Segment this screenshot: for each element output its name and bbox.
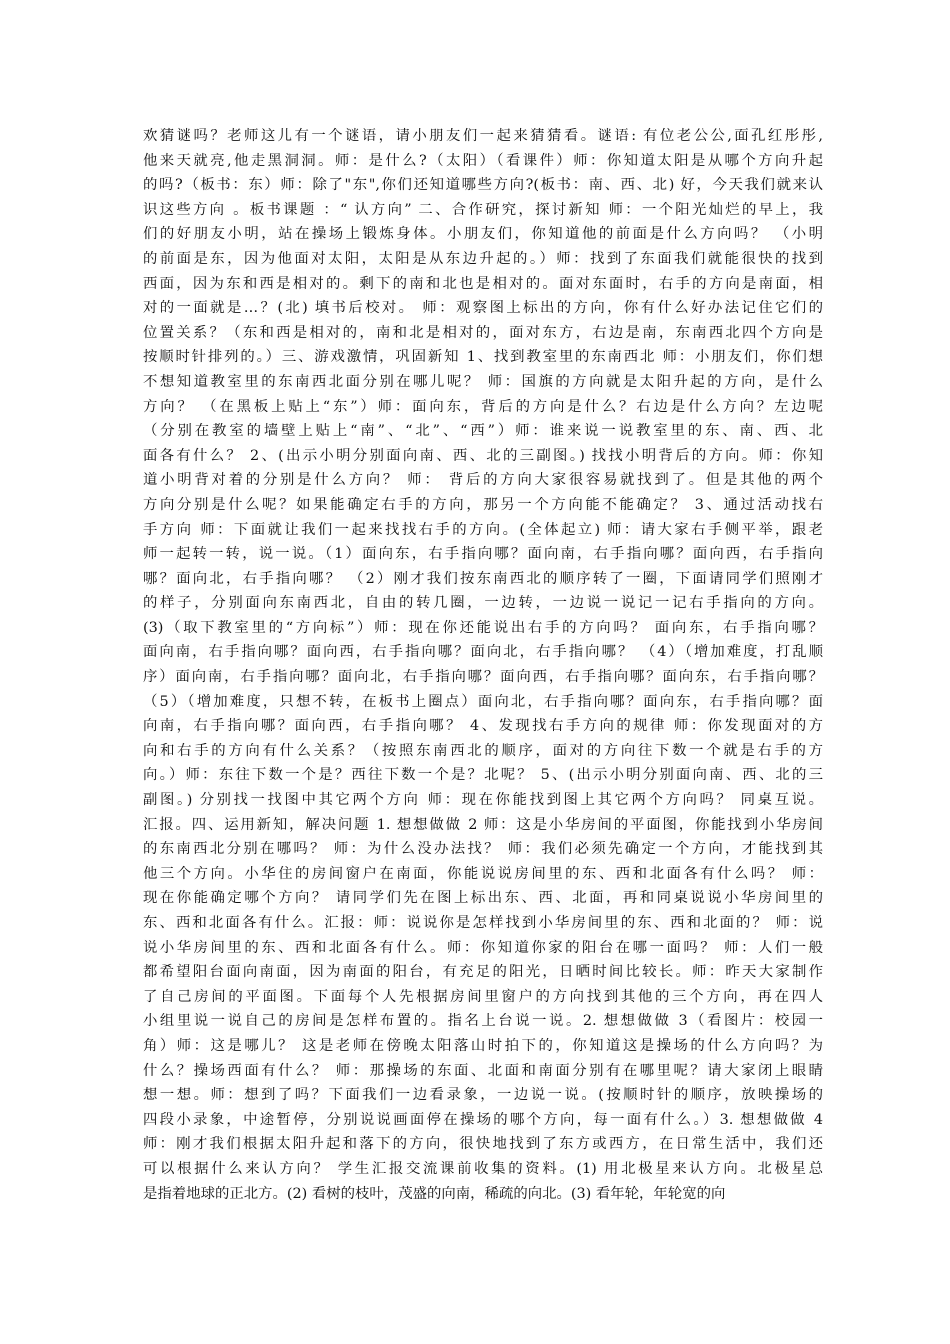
text-line: 向。）师：东往下数一个是？西往下数一个是？北呢？ 5、(出示小明分别面向南、西、北的三: [143, 767, 823, 784]
text-line: 的样子，分别面向东南西北，自由的转几圈，一边转，一边说一说记一记右手指向的方向。: [143, 595, 823, 612]
text-line: 识这些方向 。板书课题 ：“ 认方向” 二、合作研究，探讨新知 师：一个阳光灿烂的早上，我: [143, 201, 823, 218]
text-line: （分别在教室的墙壁上贴上“南”、“北”、“西”）师：谁来说一说教室里的东、南、西、北: [143, 423, 823, 440]
text-line: 位置关系？（东和西是相对的，南和北是相对的，面对东方，右边是南，东南西北四个方向是: [143, 324, 823, 341]
text-line: （5）（增加难度，只想不转，在板书上圈点）面向北，右手指向哪？面向东，右手指向哪？面: [143, 693, 823, 710]
text-line: 对的一面就是…？(北) 填书后校对。 师：观察图上标出的方向，你有什么好办法记住它们的: [143, 300, 823, 317]
text-line: 面各有什么？ 2、(出示小明分别面向南、西、北的三副图。) 找找小明背后的方向。师：你知: [143, 447, 823, 464]
text-line: 都希望阳台面向南面，因为南面的阳台，有充足的阳光，日晒时间比较长。师：昨天大家制作: [143, 964, 823, 981]
text-line: 不想知道教室里的东南西北面分别在哪儿呢？ 师：国旗的方向就是太阳升起的方向，是什么: [143, 373, 823, 390]
text-line: 四段小录象，中途暂停，分别说说画面停在操场的哪个方向，每一面有什么。）3. 想想做做 4: [143, 1111, 823, 1128]
text-line: 面向南，右手指向哪？面向西，右手指向哪？面向北，右手指向哪？ （4）（增加难度，打乱顺: [143, 644, 823, 661]
text-line: 按顺时针排列的。）三、游戏激情，巩固新知 1、找到教室里的东南西北 师：小朋友们，你们想: [143, 349, 823, 366]
text-line: 想一想。师：想到了吗？下面我们一边看录象，一边说一说。(按顺时针的顺序，放映操场的: [143, 1087, 823, 1104]
text-line: 东、西和北面各有什么。汇报：师：说说你是怎样找到小华房间里的东、西和北面的？ 师：说: [143, 915, 823, 931]
text-line: 方向分别是什么呢？如果能确定右手的方向，那另一个方向能不能确定？ 3、通过活动找右: [143, 496, 823, 513]
text-line: 说小华房间里的东、西和北面各有什么。师：你知道你家的阳台在哪一面吗？ 师：人们一般: [143, 939, 823, 956]
text-line: 向和右手的方向有什么关系？（按照东南西北的顺序，面对的方向往下数一个就是右手的方: [143, 742, 823, 759]
text-line: 方向？ （在黑板上贴上“东”）师：面向东，背后的方向是什么？右边是什么方向？左边呢: [143, 398, 823, 415]
text-line: 道小明背对着的分别是什么方向？ 师： 背后的方向大家很容易就找到了。但是其他的两个: [143, 472, 823, 489]
text-line: 师：刚才我们根据太阳升起和落下的方向，很快地找到了东方或西方，在日常生活中，我们还: [143, 1136, 823, 1153]
text-line: 他三个方向。小华住的房间窗户在南面，你能说说房间里的东、西和北面各有什么吗？ 师：: [143, 865, 823, 882]
text-line: 们的好朋友小明，站在操场上锻炼身体。小朋友们，你知道他的前面是什么方向吗？ （小明: [143, 226, 823, 243]
text-line: 副图。) 分别找一找图中其它两个方向 师：现在你能找到图上其它两个方向吗？ 同桌互说。: [143, 792, 823, 809]
text-line: 序）面向南，右手指向哪？面向北，右手指向哪？面向西，右手指向哪？面向东，右手指向哪？: [143, 669, 823, 686]
text-line: 西面，因为东和西是相对的。剩下的南和北也是相对的。面对东面时，右手的方向是南面，相: [143, 275, 823, 292]
text-line: 手方向 师：下面就让我们一起来找找右手的方向。(全体起立) 师：请大家右手侧平举，跟老: [143, 521, 823, 538]
text-line: 可以根据什么来认方向？ 学生汇报交流课前收集的资料。(1) 用北极星来认方向。北极星总: [143, 1160, 823, 1177]
text-line: 角）师：这是哪儿？ 这是老师在傍晚太阳落山时拍下的，你知道这是操场的什么方向吗？为: [143, 1037, 823, 1054]
text-line: 汇报。四、运用新知，解决问题 1. 想想做做 2 师：这是小华房间的平面图，你能找到小华房间: [143, 816, 823, 833]
text-line: 欢猜谜吗？老师这儿有一个谜语，请小朋友们一起来猜猜看。谜语: 有位老公公,面孔红彤彤,: [143, 128, 823, 144]
body-text: [143, 124, 823, 1206]
text-line: 师一起转一转，说一说。（1）面向东，右手指向哪？面向南，右手指向哪？面向西，右手指向: [143, 546, 823, 563]
text-line: 的东南西北分别在哪吗？ 师：为什么没办法找？ 师：我们必须先确定一个方向，才能找到其: [143, 841, 823, 858]
text-line: (3)（取下教室里的“方向标”）师：现在你还能说出右手的方向吗？ 面向东，右手指向哪？: [143, 619, 823, 636]
text-line: 哪？面向北，右手指向哪？ （2）刚才我们按东南西北的顺序转了一圈，下面请同学们照刚才: [143, 570, 823, 587]
text-line: 是指着地球的正北方。(2) 看树的枝叶，茂盛的向南，稀疏的向北。(3) 看年轮，年轮宽的向: [143, 1185, 726, 1202]
text-line: 现在你能确定哪个方向？ 请同学们先在图上标出东、西、北面，再和同桌说说小华房间里的: [143, 890, 823, 907]
text-line: 的前面是东，因为他面对太阳，太阳是从东边升起的。）师：找到了东面我们就能很快的找到: [143, 250, 823, 267]
text-line: 的吗?（板书：东）师：除了"东",你们还知道哪些方向?(板书：南、西、北) 好，今天我们就来认: [143, 177, 823, 194]
text-line: 小组里说一说自己的房间是怎样布置的。指名上台说一说。2. 想想做做 3（看图片：校园一: [143, 1013, 823, 1030]
text-line: 什么？操场西面有什么？ 师：那操场的东面、北面和南面分别有在哪里呢？请大家闭上眼睛: [143, 1062, 823, 1079]
text-line: 他来天就亮,他走黑洞洞。师：是什么?（太阳）（看课件）师：你知道太阳是从哪个方向升起: [143, 152, 823, 169]
text-line: 向南，右手指向哪？面向西，右手指向哪？ 4、发现找右手方向的规律 师：你发现面对的方: [143, 718, 823, 735]
text-line: 了自己房间的平面图。下面每个人先根据房间里窗户的方向找到其他的三个方向，再在四人: [143, 988, 823, 1005]
